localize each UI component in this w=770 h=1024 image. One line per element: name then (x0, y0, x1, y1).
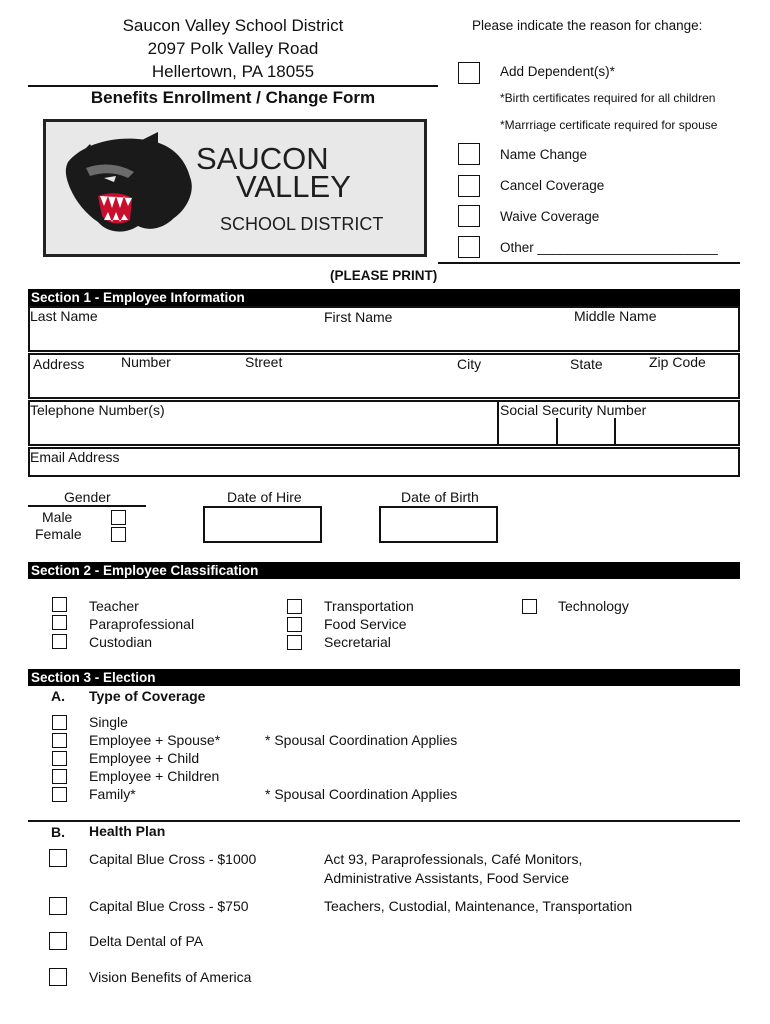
middle-name-label: Middle Name (574, 308, 657, 324)
date-of-hire-field[interactable] (203, 506, 322, 543)
logo-line1: SAUCON (196, 141, 329, 176)
vision-benefits-label: Vision Benefits of America (89, 969, 252, 985)
logo-line2: VALLEY (236, 169, 351, 204)
header-divider (28, 85, 438, 87)
street-label: Street (245, 354, 283, 370)
custodian-label: Custodian (89, 634, 153, 650)
paraprofessional-label: Paraprofessional (89, 616, 195, 632)
cbc-1000-label: Capital Blue Cross - $1000 (89, 851, 257, 867)
employee-spouse-label: Employee + Spouse* (89, 732, 221, 748)
cbc-1000-desc-line1: Act 93, Paraprofessionals, Café Monitors, (324, 851, 583, 867)
date-of-birth-label: Date of Birth (401, 489, 479, 505)
ssn-separator-2 (614, 418, 616, 446)
employee-child-label: Employee + Child (89, 750, 200, 766)
single-label: Single (89, 714, 128, 730)
section1-title: Section 1 - Employee Information (28, 289, 740, 306)
transportation-label: Transportation (324, 598, 414, 614)
number-label: Number (121, 354, 171, 370)
ssn-label: Social Security Number (500, 402, 647, 418)
female-label: Female (35, 526, 82, 542)
custodian-checkbox[interactable] (52, 634, 67, 649)
add-dependent-label: Add Dependent(s)* (500, 64, 615, 79)
waive-coverage-checkbox[interactable] (458, 205, 480, 227)
gender-underline (28, 505, 146, 507)
panther-icon (46, 122, 424, 254)
please-print: (PLEASE PRINT) (330, 268, 438, 283)
spousal-note-2: * Spousal Coordination Applies (265, 786, 458, 802)
employee-children-label: Employee + Children (89, 768, 220, 784)
gender-label: Gender (64, 489, 111, 505)
state-label: State (570, 356, 603, 372)
teacher-label: Teacher (89, 598, 139, 614)
secretarial-checkbox[interactable] (287, 635, 302, 650)
section3-b-letter: B. (51, 824, 65, 840)
health-plan-title: Health Plan (89, 823, 166, 839)
family-checkbox[interactable] (52, 787, 67, 802)
marriage-cert-note: *Marrriage certificate required for spouse (500, 118, 718, 132)
email-row[interactable] (28, 447, 740, 477)
district-name: Saucon Valley School District (122, 16, 344, 35)
secretarial-label: Secretarial (324, 634, 391, 650)
coverage-type-title: Type of Coverage (89, 688, 206, 704)
technology-checkbox[interactable] (522, 599, 537, 614)
district-city: Hellertown, PA 18055 (151, 62, 315, 81)
male-checkbox[interactable] (111, 510, 126, 525)
other-label: Other ________________________ (500, 240, 718, 255)
address-label: Address (33, 356, 85, 372)
last-name-label: Last Name (30, 308, 98, 324)
section3-a-letter: A. (51, 688, 65, 704)
cbc-750-checkbox[interactable] (49, 897, 67, 915)
date-of-hire-label: Date of Hire (227, 489, 302, 505)
spousal-note-1: * Spousal Coordination Applies (265, 732, 458, 748)
delta-dental-label: Delta Dental of PA (89, 933, 204, 949)
first-name-label: First Name (324, 309, 393, 325)
birth-cert-note: *Birth certificates required for all children (500, 91, 716, 105)
female-checkbox[interactable] (111, 527, 126, 542)
technology-label: Technology (558, 598, 629, 614)
city-label: City (457, 356, 482, 372)
waive-coverage-label: Waive Coverage (500, 209, 600, 224)
delta-dental-checkbox[interactable] (49, 932, 67, 950)
email-label: Email Address (30, 449, 120, 465)
district-street: 2097 Polk Valley Road (147, 39, 319, 58)
other-checkbox[interactable] (458, 236, 480, 258)
cancel-coverage-checkbox[interactable] (458, 175, 480, 197)
transportation-checkbox[interactable] (287, 599, 302, 614)
family-label: Family* (89, 786, 136, 802)
zip-label: Zip Code (649, 354, 706, 370)
male-label: Male (42, 509, 73, 525)
add-dependent-checkbox[interactable] (458, 62, 480, 84)
cbc-750-desc: Teachers, Custodial, Maintenance, Transportation (324, 898, 633, 914)
logo-line3: SCHOOL DISTRICT (220, 214, 384, 234)
cancel-coverage-label: Cancel Coverage (500, 178, 605, 193)
employee-child-checkbox[interactable] (52, 751, 67, 766)
name-change-checkbox[interactable] (458, 143, 480, 165)
section3-title: Section 3 - Election (28, 669, 740, 686)
date-of-birth-field[interactable] (379, 506, 498, 543)
cbc-1000-desc-line2: Administrative Assistants, Food Service (324, 870, 570, 886)
district-logo (43, 119, 427, 257)
food-service-checkbox[interactable] (287, 617, 302, 632)
name-change-label: Name Change (500, 147, 588, 162)
vision-benefits-checkbox[interactable] (49, 968, 67, 986)
employee-spouse-checkbox[interactable] (52, 733, 67, 748)
ssn-separator-1 (556, 418, 558, 446)
ssn-divider (497, 400, 499, 446)
section2-title: Section 2 - Employee Classification (28, 562, 740, 579)
section3-divider (28, 820, 740, 822)
cbc-1000-checkbox[interactable] (49, 849, 67, 867)
form-title: Benefits Enrollment / Change Form (90, 88, 376, 107)
employee-children-checkbox[interactable] (52, 769, 67, 784)
telephone-label: Telephone Number(s) (30, 402, 165, 418)
reason-divider (438, 262, 740, 264)
reason-prompt: Please indicate the reason for change: (472, 18, 703, 33)
cbc-750-label: Capital Blue Cross - $750 (89, 898, 249, 914)
teacher-checkbox[interactable] (52, 597, 67, 612)
food-service-label: Food Service (324, 616, 407, 632)
single-checkbox[interactable] (52, 715, 67, 730)
paraprofessional-checkbox[interactable] (52, 615, 67, 630)
